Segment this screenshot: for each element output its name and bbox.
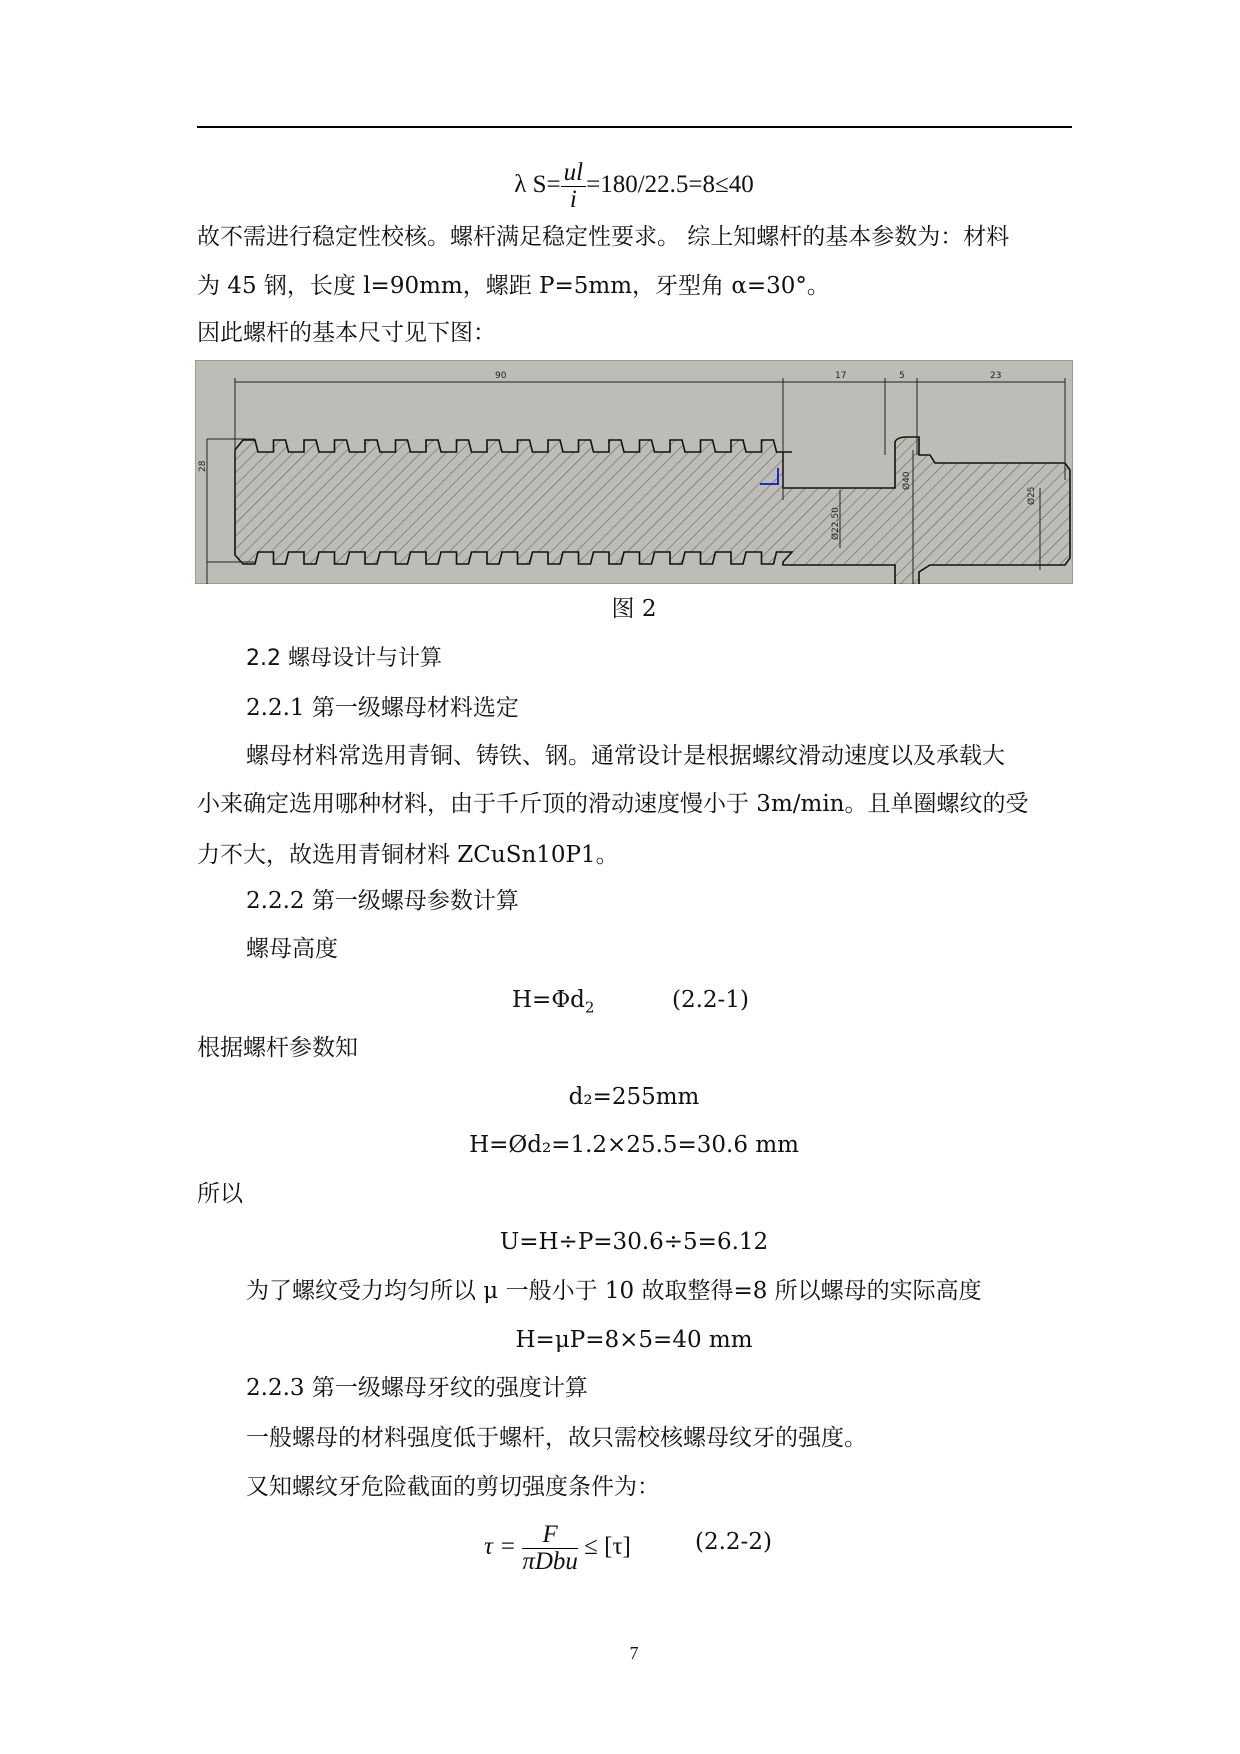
dim-90: 90 [495,371,507,381]
paragraph-line: 因此螺杆的基本尺寸见下图： [197,320,496,346]
paragraph-line: 力不大，故选用青铜材料 ZCuSn10P1。 [197,842,619,868]
formula-slenderness [0,160,1240,213]
denominator: πDbu [522,1548,578,1575]
fraction [561,160,586,213]
paragraph-line: 为了螺纹受力均匀所以 μ 一般小于 10 故取整得=8 所以螺母的实际高度 [246,1278,982,1304]
header-rule [197,126,1072,128]
dim-dia-25: Ø25 [1027,486,1037,505]
equation-d2: d₂=255mm [568,1084,700,1110]
dim-dia-40: Ø40 [902,471,912,490]
equation-H-actual: H=μP=8×5=40 mm [515,1327,753,1353]
screw-drawing [195,360,1073,584]
section-heading-2-2-1: 2.2.1 第一级螺母材料选定 [246,695,519,721]
dim-dia-22-50: Ø22.50 [831,507,841,540]
paragraph-line: 一般螺母的材料强度低于螺杆，故只需校核螺母纹牙的强度。 [246,1425,867,1451]
section-heading-2-2: 2.2 螺母设计与计算 [246,646,442,671]
eq-lhs: τ = [484,1533,517,1561]
paragraph-line: 所以 [197,1181,243,1207]
paragraph-line: 故不需进行稳定性校核。螺杆满足稳定性要求。 综上知螺杆的基本参数为：材料 [197,224,1010,250]
section-heading-2-2-3: 2.2.3 第一级螺母牙纹的强度计算 [246,1375,588,1401]
denominator: i [569,186,577,213]
formula-rhs: =180/22.5=8≤40 [586,171,754,199]
page-number: 7 [629,1643,639,1663]
dim-5: 5 [899,371,905,381]
paragraph-line: 又知螺纹牙危险截面的剪切强度条件为： [246,1474,660,1500]
equation-2-2-1 [512,985,594,1023]
formula-lhs: λ S= [514,171,561,199]
numerator: F [522,1522,578,1549]
dim-28: 28 [198,460,208,472]
equation-U: U=H÷P=30.6÷5=6.12 [499,1229,769,1255]
eq-text: H=Φd [512,987,585,1013]
eq-subscript: 2 [584,998,595,1017]
paragraph-line: 螺母高度 [246,936,338,962]
equation-H: H=Ød₂=1.2×25.5=30.6 mm [469,1132,799,1158]
figure-caption: 图 2 [611,596,657,622]
dim-23: 23 [990,371,1002,381]
fraction [522,1522,578,1575]
section-heading-2-2-2: 2.2.2 第一级螺母参数计算 [246,888,519,914]
paragraph-line: 根据螺杆参数知 [197,1035,358,1061]
equation-number: (2.2-1) [672,987,749,1013]
paragraph-line: 螺母材料常选用青铜、铸铁、钢。通常设计是根据螺纹滑动速度以及承载大 [246,743,1005,769]
eq-rhs: ≤ [τ] [584,1533,631,1561]
equation-2-2-2 [484,1522,631,1575]
equation-number: (2.2-2) [695,1529,772,1555]
paragraph-line: 为 45 钢，长度 l=90mm，螺距 P=5mm，牙型角 α=30°。 [197,273,830,299]
dim-17: 17 [835,371,847,381]
paragraph-line: 小来确定选用哪种材料，由于千斤顶的滑动速度慢小于 3m/min。且单圈螺纹的受 [197,791,1029,817]
numerator: ul [561,160,586,187]
